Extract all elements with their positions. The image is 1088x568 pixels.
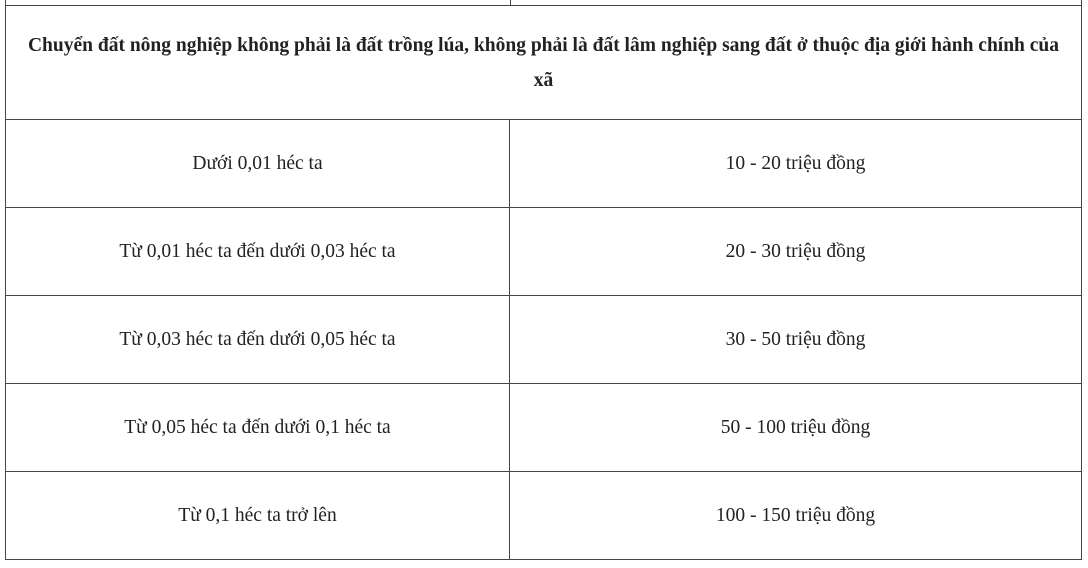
area-text: Từ 0,03 héc ta đến dưới 0,05 héc ta: [119, 328, 396, 350]
fee-cell: [509, 471, 1082, 560]
fee-cell: [509, 383, 1082, 472]
area-cell: [5, 295, 510, 384]
table-row: [5, 119, 1082, 208]
area-text: Dưới 0,01 héc ta: [192, 152, 323, 174]
area-cell: [5, 119, 510, 208]
area-text: Từ 0,01 héc ta đến dưới 0,03 héc ta: [119, 240, 396, 262]
table-row: [5, 207, 1082, 296]
area-cell: [5, 207, 510, 296]
table-row: [5, 383, 1082, 472]
area-cell: [5, 383, 510, 472]
table-header-text: Chuyển đất nông nghiệp không phải là đất trồng lúa, không phải là đất lâm nghiệp sang đất ở thuộc địa giới hành chính của xã: [27, 34, 1060, 91]
fee-text: 100 - 150 triệu đồng: [715, 504, 876, 526]
fee-cell: [509, 207, 1082, 296]
fee-cell: [509, 295, 1082, 384]
area-cell: [5, 471, 510, 560]
fee-text: 30 - 50 triệu đồng: [725, 328, 866, 350]
area-text: Từ 0,1 héc ta trở lên: [178, 504, 337, 526]
fee-table: [5, 0, 1082, 561]
fee-text: 10 - 20 triệu đồng: [725, 152, 866, 174]
fee-cell: [509, 119, 1082, 208]
fee-text: 20 - 30 triệu đồng: [725, 240, 866, 262]
table-header-cell: [5, 5, 1082, 120]
table-body: [5, 119, 1082, 560]
table-row: [5, 295, 1082, 384]
fee-text: 50 - 100 triệu đồng: [720, 416, 871, 438]
area-text: Từ 0,05 héc ta đến dưới 0,1 héc ta: [124, 416, 391, 438]
table-row: [5, 471, 1082, 560]
